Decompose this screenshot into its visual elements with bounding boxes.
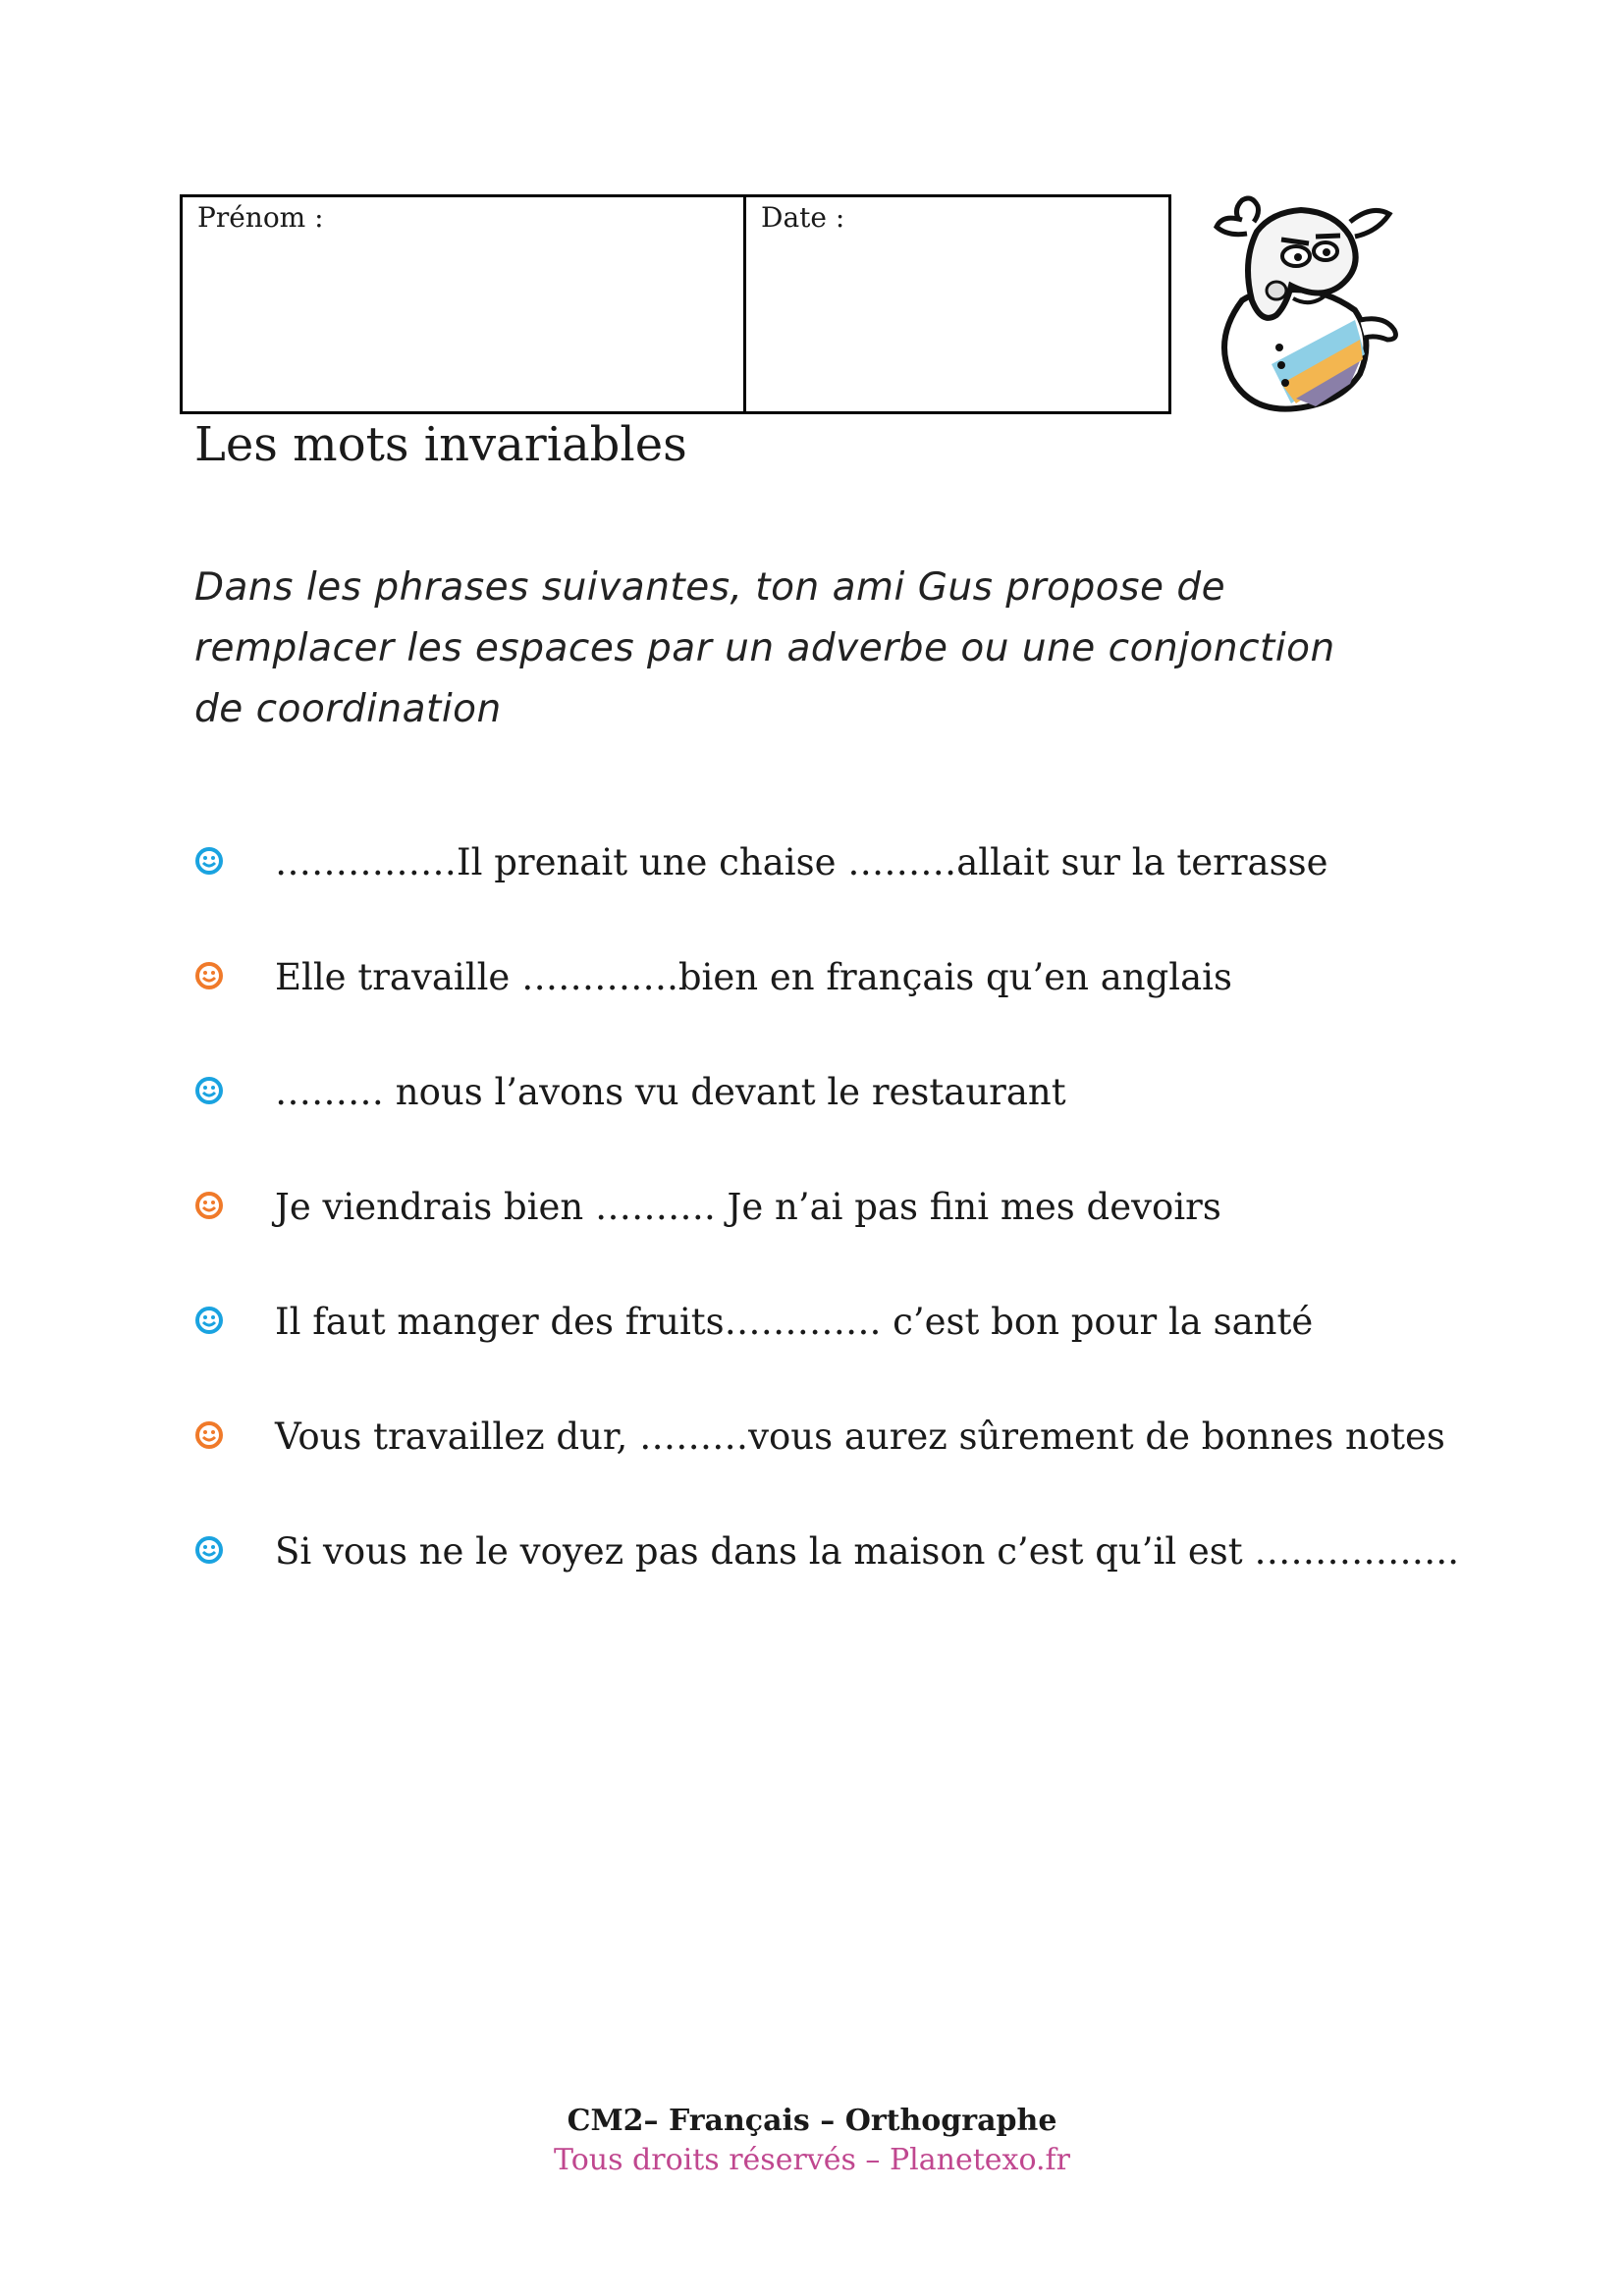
- exercise-item: [194, 1187, 1471, 1302]
- exercise-item: [194, 842, 1471, 957]
- instruction-line: remplacer les espaces par un adverbe ou une conjonction: [194, 626, 1335, 670]
- instructions: [194, 558, 1422, 740]
- smiley-blue-icon: [194, 846, 224, 876]
- exercise-sentence[interactable]: Vous travaillez dur, ………vous aurez sûrement de bonnes notes: [275, 1415, 1445, 1458]
- exercise-item: [194, 957, 1471, 1072]
- smiley-blue-icon: [194, 1306, 224, 1335]
- date-field[interactable]: [746, 197, 1168, 411]
- exercise-item: [194, 1072, 1471, 1187]
- smiley-orange-icon: [194, 961, 224, 990]
- exercise-sentence[interactable]: Je viendrais bien ………. Je n’ai pas fini mes devoirs: [275, 1186, 1221, 1228]
- smiley-blue-icon: [194, 1535, 224, 1565]
- smiley-orange-icon: [194, 1420, 224, 1450]
- exercise-sentence[interactable]: ……… nous l’avons vu devant le restaurant: [275, 1071, 1066, 1113]
- exercise-sentence[interactable]: Il faut manger des fruits…………. c’est bon pour la santé: [275, 1301, 1314, 1343]
- exercise-item: [194, 1416, 1471, 1531]
- page-title: Les mots invariables: [194, 417, 687, 472]
- exercise-sentence[interactable]: Elle travaille ………….bien en français qu’en anglais: [275, 956, 1233, 998]
- sheep-mascot-icon: [1203, 192, 1414, 423]
- exercise-sentence[interactable]: Si vous ne le voyez pas dans la maison c’est qu’il est ……………..: [275, 1530, 1459, 1573]
- date-label: Date :: [761, 201, 845, 234]
- exercise-sentence[interactable]: ……………Il prenait une chaise ………allait sur la terrasse: [275, 841, 1328, 883]
- student-info-table: [180, 194, 1171, 414]
- footer-course: CM2– Français – Orthographe: [567, 2104, 1057, 2138]
- footer-copyright[interactable]: Tous droits réservés – Planetexo.fr: [554, 2143, 1070, 2177]
- smiley-blue-icon: [194, 1076, 224, 1105]
- instruction-line: Dans les phrases suivantes, ton ami Gus propose de: [194, 565, 1226, 610]
- name-field[interactable]: [183, 197, 746, 411]
- exercise-item: [194, 1531, 1471, 1646]
- exercise-item: [194, 1302, 1471, 1416]
- instruction-line: de coordination: [194, 687, 502, 731]
- name-label: Prénom :: [197, 201, 324, 234]
- exercise-list: [194, 842, 1471, 1646]
- smiley-orange-icon: [194, 1191, 224, 1220]
